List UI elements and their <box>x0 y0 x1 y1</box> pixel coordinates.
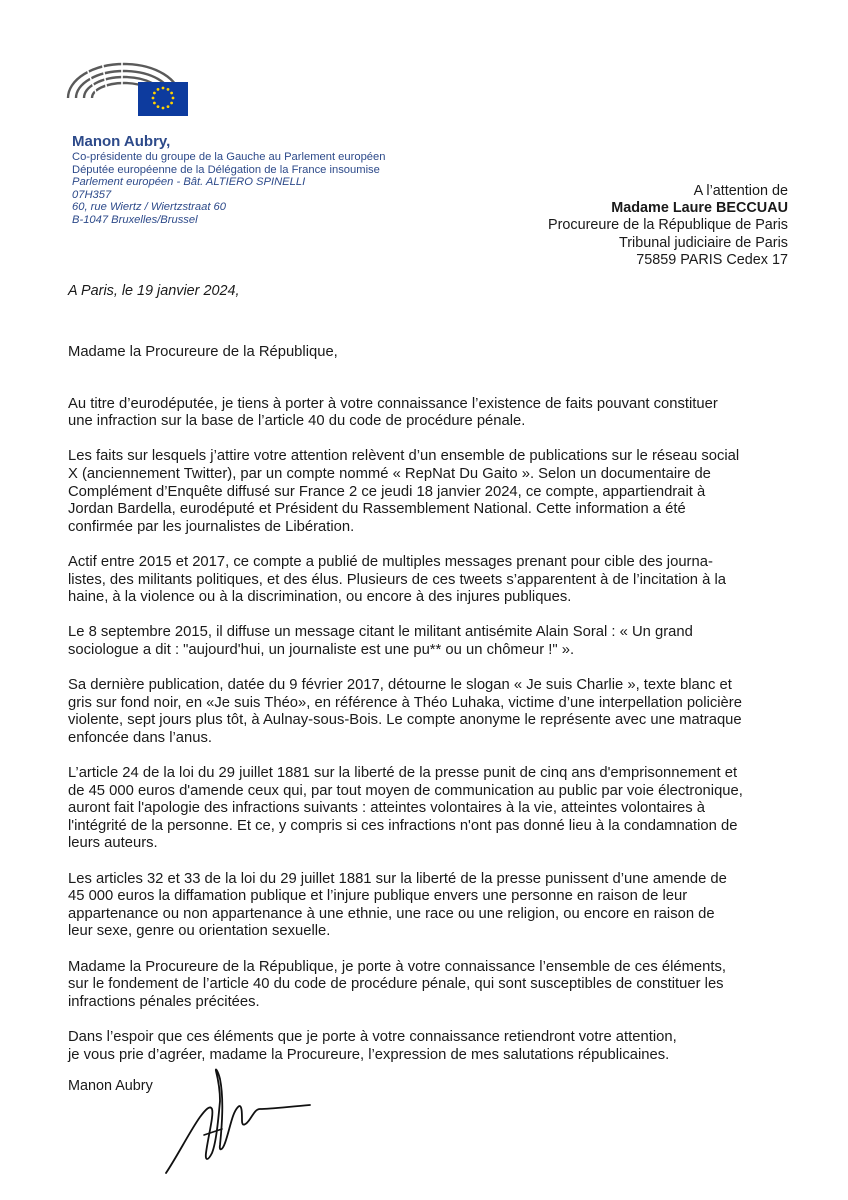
paragraph-line: Madame la Procureure de la République, je porte à votre connaissance l’ensemble de ces éléments, <box>68 958 727 975</box>
paragraph-7 <box>68 871 808 941</box>
letter-date: A Paris, le 19 janvier 2024, <box>68 283 240 299</box>
recipient-title: Procureure de la République de Paris <box>548 217 788 234</box>
paragraph-line: 45 000 euros la diffamation publique et l’injure publique envers une personne en raison de leur <box>68 888 688 905</box>
paragraph-line: sociologue a dit : "aujourd'hui, un journaliste est une pu** ou un chômeur !" ». <box>68 641 575 658</box>
paragraph-1 <box>68 396 808 431</box>
paragraph-3 <box>68 554 808 607</box>
paragraph-line: de 45 000 euros d'amende ceux qui, par tout moyen de communication au public par voie électronique, <box>68 782 743 799</box>
sender-block <box>72 133 432 227</box>
paragraph-line: leur sexe, genre ou orientation sexuelle. <box>68 923 331 940</box>
paragraph-line: sur le fondement de l’article 40 du code de procédure pénale, qui sont susceptibles de constituer les <box>68 976 724 993</box>
salutation: Madame la Procureure de la République, <box>68 344 338 360</box>
paragraph-line: Le 8 septembre 2015, il diffuse un message citant le militant antisémite Alain Soral : « Un grand <box>68 624 693 641</box>
sender-title-1: Co-présidente du groupe de la Gauche au Parlement européen <box>72 151 386 163</box>
paragraph-line: haine, à la violence ou à la discrimination, ou encore à des injures publiques. <box>68 589 572 606</box>
sender-address-city: B-1047 Bruxelles/Brussel <box>72 213 198 226</box>
paragraph-line: confirmée par les journalistes de Libération. <box>68 518 355 535</box>
sender-address-street: 60, rue Wiertz / Wiertzstraat 60 <box>72 201 226 214</box>
paragraph-line: X (anciennement Twitter), par un compte nommé « RepNat Du Gaito ». Selon un documentaire de <box>68 465 711 482</box>
paragraph-line: l'intégrité de la personne. Et ce, y compris si ces infractions n'ont pas donné lieu à la condamnation de <box>68 817 738 834</box>
paragraph-line: Au titre d’eurodéputée, je tiens à porter à votre connaissance l’existence de faits pouvant constituer <box>68 395 718 412</box>
paragraph-line: Les articles 32 et 33 de la loi du 29 juillet 1881 sur la liberté de la presse punissent d’une amende de <box>68 870 727 887</box>
recipient-postal: 75859 PARIS Cedex 17 <box>636 251 788 268</box>
recipient-attention: A l’attention de <box>693 183 788 199</box>
paragraph-line: Actif entre 2015 et 2017, ce compte a publié de multiples messages prenant pour cible des journa- <box>68 553 713 570</box>
european-parliament-logo <box>62 52 190 124</box>
paragraph-5 <box>68 677 808 747</box>
paragraph-line: gris sur fond noir, en «Je suis Théo», en référence à Théo Luhaka, victime d’une interpellation policière <box>68 694 742 711</box>
paragraph-8 <box>68 959 808 1012</box>
paragraph-line: Sa dernière publication, datée du 9 février 2017, détourne le slogan « Je suis Charlie », texte blanc et <box>68 677 732 694</box>
sender-address-building: Parlement européen - Bât. ALTIERO SPINELLI <box>72 176 306 189</box>
recipient-block <box>548 183 788 269</box>
handwritten-signature <box>160 1065 320 1180</box>
paragraph-9 <box>68 1029 808 1064</box>
paragraph-line: Complément d’Enquête diffusé sur France 2 ce jeudi 18 janvier 2024, ce compte, appartiendrait à <box>68 483 706 500</box>
recipient-name: Madame Laure BECCUAU <box>611 200 788 217</box>
paragraph-line: Les faits sur lesquels j’attire votre attention relèvent d’un ensemble de publications sur le réseau social <box>68 448 740 465</box>
paragraph-6 <box>68 765 808 853</box>
paragraph-line: Dans l’espoir que ces éléments que je porte à votre connaissance retiendront votre attention, <box>68 1028 677 1045</box>
paragraph-line: une infraction sur la base de l’article 40 du code de procédure pénale. <box>68 413 526 430</box>
paragraph-line: L’article 24 de la loi du 29 juillet 1881 sur la liberté de la presse punit de cinq ans d'emprisonnement et <box>68 765 738 782</box>
paragraph-line: violente, sept jours plus tôt, à Aulnay-sous-Bois. Le compte anonyme le représente avec une matraque <box>68 712 742 729</box>
paragraph-line: Jordan Bardella, eurodéputé et Président du Rassemblement National. Cette information a été <box>68 501 686 518</box>
sender-title-2: Députée européenne de la Délégation de la France insoumise <box>72 163 380 176</box>
sender-address-office: 07H357 <box>72 188 112 201</box>
letter-body <box>68 344 808 1082</box>
paragraph-line: auront fait l'apologie des infractions suivants : atteintes volontaires à la vie, atteintes volontaires à <box>68 800 705 817</box>
paragraph-line: enfoncée dans l’anus. <box>68 729 212 746</box>
paragraph-2 <box>68 448 808 536</box>
sender-name: Manon Aubry, <box>72 133 171 150</box>
signer-name: Manon Aubry <box>68 1078 153 1094</box>
paragraph-line: infractions pénales précitées. <box>68 993 260 1010</box>
paragraph-line: appartenance ou non appartenance à une ethnie, une race ou une religion, ou encore en raison de <box>68 905 715 922</box>
paragraph-4 <box>68 624 808 659</box>
recipient-court: Tribunal judiciaire de Paris <box>618 234 788 251</box>
paragraph-line: listes, des militants politiques, et des élus. Plusieurs de ces tweets s’apparentent à de l’incitation à la <box>68 571 726 588</box>
paragraph-line: je vous prie d’agréer, madame la Procureure, l’expression de mes salutations républicaines. <box>68 1046 670 1063</box>
paragraph-line: leurs auteurs. <box>68 835 158 852</box>
